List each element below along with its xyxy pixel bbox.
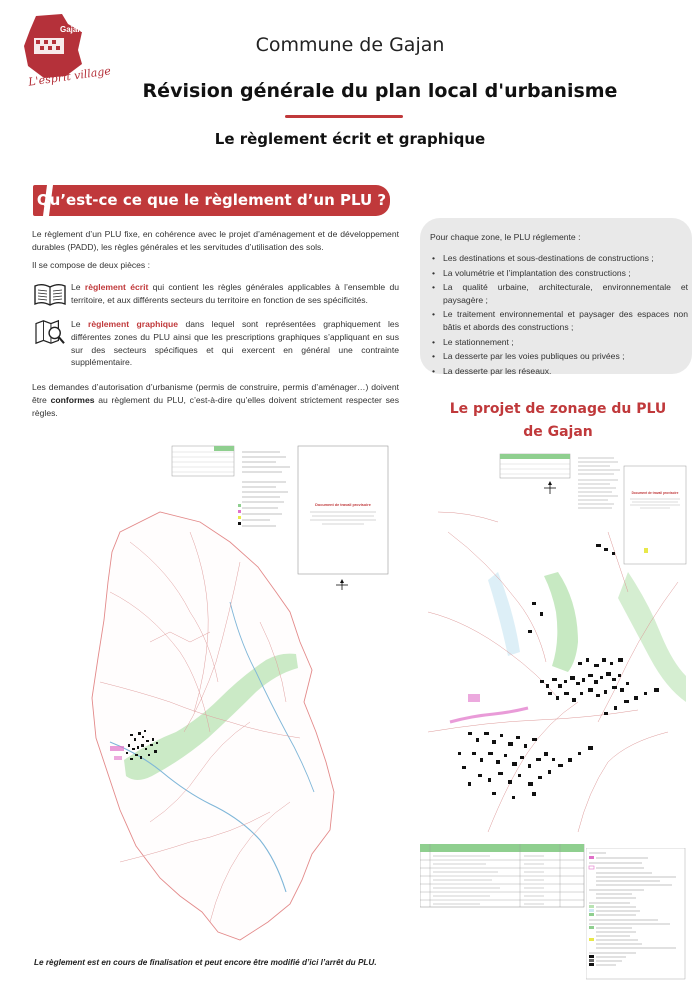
demands-paragraph [32,381,399,419]
map-search-icon [33,318,67,346]
village-zoning-map [428,452,688,840]
yellow-zone [644,548,648,553]
title-divider [285,115,403,118]
list-item: • La qualité urbaine, architecturale, environnementale et paysagère ; [432,281,688,306]
ecrit-post: qui contient les règles générales applicables à l’ensemble du territoire, et aux différents secteurs du territoire en fonction de ses spécificités. [71,282,399,305]
two-parts-text: Il se compose de deux pièces : [32,260,150,270]
demands-post: au règlement du PLU, c’est-à-dire qu’elles doivent strictement respecter ses règles. [32,394,399,418]
intro-paragraph: Le règlement d’un PLU fixe, en cohérence avec le projet d’aménagement et de développement durables (PADD), les règles générales et les servitudes d’utilisation des sols. [32,229,399,252]
page-subtitle: Le règlement écrit et graphique [214,130,486,148]
pink-zone [468,694,480,702]
pink-zone [450,708,528,722]
draft-notice-title: Document de travail provisoire [315,503,371,507]
draft-notice-box [298,446,388,574]
oap-table [420,844,585,908]
section-banner [33,185,390,216]
natural-zone-green [544,572,578,672]
ecrit-term: règlement écrit [84,282,149,292]
section-heading: Qu’est-ce ce que le règlement d’un PLU ? [36,191,387,209]
zone-rules-list [432,252,688,379]
commune-name: Commune de Gajan [255,34,445,56]
zoning-title-line1: Le projet de zonage du PLU [449,401,667,417]
commune-zoning-map [90,442,390,947]
pink-zone [110,746,124,751]
north-arrow-icon [544,481,556,494]
demands-term: conformes [50,394,95,405]
list-item: • Le traitement environnemental et paysager des espaces non bâtis et abords des constructions ; [432,308,688,333]
draft-notice-box [624,466,686,564]
zoning-title-line2: de Gajan [523,424,593,440]
graph-pre: Le [71,319,88,329]
draft-notice-title: Document de travail provisoire [631,491,679,495]
logo-text: Gajan [60,25,83,34]
ecrit-paragraph [71,281,399,307]
list-item: • Les destinations et sous-destinations de constructions ; [432,252,688,265]
graphique-paragraph [71,318,399,369]
logo-script: L'esprit village [27,64,112,89]
list-item: • Le stationnement ; [432,336,688,349]
north-arrow-icon [336,579,348,590]
map-legend [586,848,686,980]
graph-post: dans lequel sont représentées graphiquement les différentes zones du PLU ainsi que les prescriptions graphiques s’appliquant en sus sur des secteurs spécifiques et qui exercent en général une contrainte supplémentaire. [71,319,399,368]
map-legend-list [238,448,298,548]
graph-term: règlement graphique [88,319,179,329]
zoning-title [430,398,686,444]
demands-pre: Les demandes d’autorisation d’urbanisme (permis de construire, permis d’aménager…) doivent être [32,382,399,405]
zone-rules-intro: Pour chaque zone, le PLU réglemente : [430,232,581,242]
list-item: • La volumétrie et l’implantation des constructions ; [432,267,688,280]
ecrit-pre: Le [71,282,85,292]
pink-zone [114,756,122,760]
book-icon [33,280,67,308]
map-legend-list [578,458,620,508]
list-item: • La desserte par les voies publiques ou privées ; [432,350,688,363]
list-item: • La desserte par les réseaux. [432,365,688,378]
footnote: Le règlement est en cours de finalisation et peut encore être modifié d’ici l’arrêt du PLU. [34,958,377,967]
page-title: Révision générale du plan local d'urbanisme [142,80,618,102]
